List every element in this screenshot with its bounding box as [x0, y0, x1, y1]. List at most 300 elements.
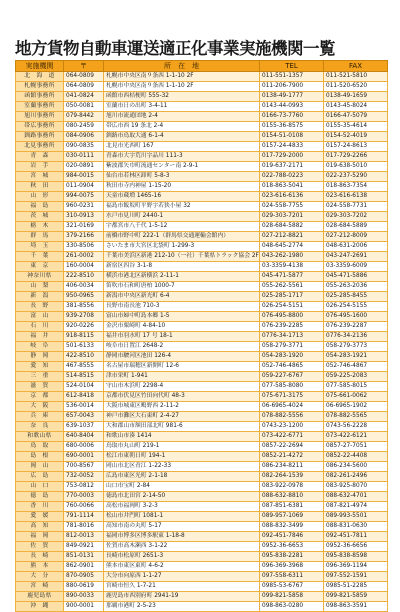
address: 笛吹市石和町唐柏 1000-7 [104, 282, 260, 292]
table-row [16, 492, 388, 502]
address: 金沢市粟崎町 4-84-10 [104, 322, 260, 332]
fax-number: 077-585-8015 [324, 382, 388, 392]
tel-number: 088-832-3499 [260, 522, 324, 532]
fax-number: 076-239-2287 [324, 322, 388, 332]
address: 大分市向原西 1-1-27 [104, 572, 260, 582]
address: 福島市飯坂町平野字若狭小屋 32 [104, 202, 260, 212]
table-row [16, 192, 388, 202]
fax-number: 059-225-2083 [324, 372, 388, 382]
fax-number: 0852-22-4408 [324, 452, 388, 462]
agency-name: 宮 城 [16, 172, 64, 182]
table-row [16, 102, 388, 112]
agency-name: 千 葉 [16, 252, 64, 262]
tel-number: 087-851-6381 [260, 502, 324, 512]
address: 岐阜市日置江 2648-2 [104, 342, 260, 352]
fax-number: 045-471-5886 [324, 272, 388, 282]
fax-number: 017-729-2266 [324, 152, 388, 162]
postal-code: 079-8442 [64, 112, 104, 122]
address: 神戸市灘区大石東町 2-4-27 [104, 412, 260, 422]
address: 松江市東朝日町 194-1 [104, 452, 260, 462]
agency-name: 岩 手 [16, 162, 64, 172]
address: 天童市蔵増 1465-16 [104, 192, 260, 202]
table-row [16, 432, 388, 442]
agency-name: 岡 山 [16, 462, 64, 472]
postal-code: 690-0001 [64, 452, 104, 462]
fax-number: 03-3359-6009 [324, 262, 388, 272]
postal-code: 862-0901 [64, 562, 104, 572]
tel-number: 03-3359-4138 [260, 262, 324, 272]
agency-name: 石 川 [16, 322, 64, 332]
fax-number: 029-303-7202 [324, 212, 388, 222]
agency-name: 長 崎 [16, 552, 64, 562]
fax-number: 082-261-2496 [324, 472, 388, 482]
agency-name: 香 川 [16, 502, 64, 512]
address: 室蘭市日の出町 3-4-11 [104, 102, 260, 112]
tel-number: 096-369-3968 [260, 562, 324, 572]
tel-number: 011-206-7900 [260, 82, 324, 92]
agency-name: 山 梨 [16, 282, 64, 292]
fax-number: 024-558-7731 [324, 202, 388, 212]
tel-number: 023-616-6136 [260, 192, 324, 202]
table-row [16, 112, 388, 122]
postal-code: 422-8510 [64, 352, 104, 362]
address: 千葉市美浜区新港 212-10（一社）千葉県トラック協会 2F [104, 252, 260, 262]
postal-code: 939-2708 [64, 312, 104, 322]
table-row [16, 212, 388, 222]
table-row [16, 552, 388, 562]
fax-number: 018-863-7354 [324, 182, 388, 192]
agency-name: 帯広事務所 [16, 122, 64, 132]
fax-number: 019-638-5010 [324, 162, 388, 172]
agency-name: 静 岡 [16, 352, 64, 362]
postal-code: 310-0913 [64, 212, 104, 222]
postal-code: 639-1037 [64, 422, 104, 432]
agency-name: 栃 木 [16, 222, 64, 232]
table-row [16, 412, 388, 422]
agency-name: 長 野 [16, 302, 64, 312]
tel-number: 052-746-4865 [260, 362, 324, 372]
tel-number: 0166-73-7760 [260, 112, 324, 122]
agency-name: 群 馬 [16, 232, 64, 242]
table-row [16, 202, 388, 212]
table-row [16, 472, 388, 482]
table-row [16, 222, 388, 232]
address: 新宿区四谷 3-1-8 [104, 262, 260, 272]
tel-number: 0985-53-6767 [260, 582, 324, 592]
tel-number: 075-671-3175 [260, 392, 324, 402]
address: 青森市大字荒川字品川 111-3 [104, 152, 260, 162]
tel-number: 083-922-0978 [260, 482, 324, 492]
table-row [16, 532, 388, 542]
table-row [16, 262, 388, 272]
address: 北見市光西町 167 [104, 142, 260, 152]
postal-code: 890-0033 [64, 592, 104, 602]
postal-code: 900-0001 [64, 602, 104, 612]
tel-number: 028-684-5882 [260, 222, 324, 232]
tel-number: 099-821-5858 [260, 592, 324, 602]
fax-number: 083-925-8070 [324, 482, 388, 492]
agency-name: 大 分 [16, 572, 64, 582]
address: 札幌市中央区南９条西 1-1-10 2F [104, 72, 260, 82]
fax-number: 0985-51-2285 [324, 582, 388, 592]
fax-number: 06-6965-1902 [324, 402, 388, 412]
agency-name: 鳥 取 [16, 442, 64, 452]
table-row [16, 282, 388, 292]
page-title: 地方貨物自動車運送適正化事業実施機関一覧 [15, 39, 335, 58]
table-row [16, 92, 388, 102]
tel-number: 0155-36-8575 [260, 122, 324, 132]
postal-code: 080-2459 [64, 122, 104, 132]
address: さいたま市大宮区北袋町 1-299-3 [104, 242, 260, 252]
tel-number: 043-262-1980 [260, 252, 324, 262]
table-body [16, 72, 388, 612]
address: 福井市羽水町 17 号 18-1 [104, 332, 260, 342]
agency-name: 広 島 [16, 472, 64, 482]
agency-name: 奈 良 [16, 422, 64, 432]
address: 佐賀市高木瀬西 3-1-22 [104, 542, 260, 552]
table-row [16, 542, 388, 552]
agency-name: 滋 賀 [16, 382, 64, 392]
fax-number: 076-495-1600 [324, 312, 388, 322]
address: 広島市東区光町 2-1-18 [104, 472, 260, 482]
postal-code: 770-0003 [64, 492, 104, 502]
tel-number: 0952-36-6653 [260, 542, 324, 552]
agency-name: 福 岡 [16, 532, 64, 542]
address: 鹿児島市西別府町 2941-19 [104, 592, 260, 602]
tel-number: 0143-44-0993 [260, 102, 324, 112]
postal-code: 524-0104 [64, 382, 104, 392]
agency-name: 神奈川県 [16, 272, 64, 282]
address: 新潟市中央区新光町 6-4 [104, 292, 260, 302]
fax-number: 073-422-6121 [324, 432, 388, 442]
table-row [16, 252, 388, 262]
postal-code: 984-0015 [64, 172, 104, 182]
tel-number: 082-264-1539 [260, 472, 324, 482]
postal-code: 030-0111 [64, 152, 104, 162]
address: 静岡市駿河区池田 126-4 [104, 352, 260, 362]
agency-name: 京 都 [16, 392, 64, 402]
postal-code: 918-8115 [64, 332, 104, 342]
agency-name: 埼 玉 [16, 242, 64, 252]
table-row [16, 242, 388, 252]
header-address: 所 在 地 [104, 61, 260, 72]
postal-code: 920-0226 [64, 322, 104, 332]
address: 福岡市博多区博多駅東 1-18-8 [104, 532, 260, 542]
tel-number: 098-863-0280 [260, 602, 324, 612]
tel-number: 097-558-6311 [260, 572, 324, 582]
address: 宮崎市恒久 1-7-21 [104, 582, 260, 592]
agency-name: 宮 崎 [16, 582, 64, 592]
postal-code: 321-0169 [64, 222, 104, 232]
table-row [16, 402, 388, 412]
fax-number: 075-661-0062 [324, 392, 388, 402]
address: 富山市婦中町島本郷 1-5 [104, 312, 260, 322]
agency-name: 佐 賀 [16, 542, 64, 552]
agency-name: 三 重 [16, 372, 64, 382]
tel-number: 017-729-2000 [260, 152, 324, 162]
fax-number: 099-821-5859 [324, 592, 388, 602]
address: 高松市福岡町 3-2-3 [104, 502, 260, 512]
address: 熊本市東区東町 4-6-2 [104, 562, 260, 572]
fax-number: 0776-34-2136 [324, 332, 388, 342]
tel-number: 092-451-7846 [260, 532, 324, 542]
postal-code: 950-0965 [64, 292, 104, 302]
fax-number: 026-254-5155 [324, 302, 388, 312]
fax-number: 0143-45-8024 [324, 102, 388, 112]
agency-name: 熊 本 [16, 562, 64, 572]
address: 鳥取市丸山町 219-1 [104, 442, 260, 452]
tel-number: 019-637-2171 [260, 162, 324, 172]
tel-number: 078-882-5556 [260, 412, 324, 422]
fax-number: 0157-24-8613 [324, 142, 388, 152]
fax-number: 011-520-6520 [324, 82, 388, 92]
postal-code: 160-0004 [64, 262, 104, 272]
postal-code: 753-0812 [64, 482, 104, 492]
address: 守山市木浜町 2298-4 [104, 382, 260, 392]
table-row [16, 272, 388, 282]
postal-code: 406-0034 [64, 282, 104, 292]
tel-number: 073-422-6771 [260, 432, 324, 442]
agency-name: 山 口 [16, 482, 64, 492]
postal-code: 011-0904 [64, 182, 104, 192]
table-row [16, 392, 388, 402]
agency-name: 釧路事務所 [16, 132, 64, 142]
agency-name: 北見事務所 [16, 142, 64, 152]
tel-number: 055-262-5561 [260, 282, 324, 292]
table-row [16, 182, 388, 192]
postal-code: 994-0075 [64, 192, 104, 202]
address: 宇都宮市八千代 1-5-12 [104, 222, 260, 232]
tel-number: 0852-21-4272 [260, 452, 324, 462]
address: 前橋市野中町 222-1（群馬県交通運輸会館内） [104, 232, 260, 242]
fax-number: 023-616-6138 [324, 192, 388, 202]
address: 水戸市見川町 2440-1 [104, 212, 260, 222]
postal-code: 501-6133 [64, 342, 104, 352]
postal-code: 880-0619 [64, 582, 104, 592]
address: 帯広市西 19 条北 2-4 [104, 122, 260, 132]
agency-name: 福 井 [16, 332, 64, 342]
agency-name: 富 山 [16, 312, 64, 322]
tel-number: 048-645-2774 [260, 242, 324, 252]
tel-number: 095-838-2281 [260, 552, 324, 562]
agency-name: 愛 知 [16, 362, 64, 372]
fax-number: 0166-47-5079 [324, 112, 388, 122]
fax-number: 025-285-8455 [324, 292, 388, 302]
fax-number: 087-821-4974 [324, 502, 388, 512]
agency-name: 函館事務所 [16, 92, 64, 102]
address: 横浜市港北区新横浜 2-11-1 [104, 272, 260, 282]
postal-code: 849-0921 [64, 542, 104, 552]
tel-number: 076-239-2285 [260, 322, 324, 332]
agency-name: 室蘭事務所 [16, 102, 64, 112]
fax-number: 088-632-4701 [324, 492, 388, 502]
address: 松山市井門町 1081-1 [104, 512, 260, 522]
table-row [16, 562, 388, 572]
address: 仙台市若林区卸町 5-8-3 [104, 172, 260, 182]
agency-name: 鹿児島県 [16, 592, 64, 602]
table-row [16, 142, 388, 152]
table-row [16, 482, 388, 492]
agency-name: 和歌山県 [16, 432, 64, 442]
address: 徳島市北田宮 2-14-50 [104, 492, 260, 502]
postal-code: 812-0013 [64, 532, 104, 542]
address: 京都市伏見区竹田向代町 48-3 [104, 392, 260, 402]
postal-code: 657-0043 [64, 412, 104, 422]
table-row [16, 602, 388, 612]
table-header [16, 61, 388, 72]
tel-number: 029-303-7201 [260, 212, 324, 222]
postal-code: 640-8404 [64, 432, 104, 442]
address: 長野市南長池 710-3 [104, 302, 260, 312]
tel-number: 011-551-1357 [260, 72, 324, 82]
fax-number: 089-993-5501 [324, 512, 388, 522]
address: 那覇市港町 2-5-23 [104, 602, 260, 612]
agency-name: 福 島 [16, 202, 64, 212]
address: 和歌山市湊 1414 [104, 432, 260, 442]
fax-number: 022-237-5290 [324, 172, 388, 182]
postal-code: 960-0231 [64, 202, 104, 212]
fax-number: 028-684-5889 [324, 222, 388, 232]
tel-number: 054-283-1920 [260, 352, 324, 362]
address: 大阪市城東区鴫野西 2-11-2 [104, 402, 260, 412]
postal-code: 870-0905 [64, 572, 104, 582]
agency-name: 愛 媛 [16, 512, 64, 522]
table-row [16, 352, 388, 362]
tel-number: 059-227-6767 [260, 372, 324, 382]
agency-name: 秋 田 [16, 182, 64, 192]
table-row [16, 232, 388, 242]
table-row [16, 82, 388, 92]
tel-number: 0138-49-1777 [260, 92, 324, 102]
agency-name: 島 根 [16, 452, 64, 462]
fax-number: 052-746-4867 [324, 362, 388, 372]
agency-name: 兵 庫 [16, 412, 64, 422]
postal-code: 050-0081 [64, 102, 104, 112]
address: 高知市南の丸町 5-17 [104, 522, 260, 532]
fax-number: 078-882-5565 [324, 412, 388, 422]
table-row [16, 572, 388, 582]
table-row [16, 422, 388, 432]
fax-number: 0155-35-4614 [324, 122, 388, 132]
postal-code: 760-0066 [64, 502, 104, 512]
table-row [16, 72, 388, 82]
agency-name: 徳 島 [16, 492, 64, 502]
agency-name: 山 形 [16, 192, 64, 202]
tel-number: 089-957-1069 [260, 512, 324, 522]
address: 山口市宝町 2-84 [104, 482, 260, 492]
table-row [16, 122, 388, 132]
agency-name: 茨 城 [16, 212, 64, 222]
postal-code: 467-8555 [64, 362, 104, 372]
table-row [16, 322, 388, 332]
address: 旭川市流通団地 2-4 [104, 112, 260, 122]
tel-number: 0776-34-1713 [260, 332, 324, 342]
postal-code: 514-8515 [64, 372, 104, 382]
address: 釧路市鳥取大通 6-1-4 [104, 132, 260, 142]
postal-code: 084-0906 [64, 132, 104, 142]
address: 函館市西桔梗町 555-32 [104, 92, 260, 102]
postal-code: 851-0131 [64, 552, 104, 562]
postal-code: 680-0006 [64, 442, 104, 452]
table-row [16, 582, 388, 592]
tel-number: 027-212-8821 [260, 232, 324, 242]
fax-number: 096-369-1194 [324, 562, 388, 572]
tel-number: 077-585-8080 [260, 382, 324, 392]
agency-name: 沖 縄 [16, 602, 64, 612]
postal-code: 536-0014 [64, 402, 104, 412]
tel-number: 024-558-7755 [260, 202, 324, 212]
agency-name: 岐 阜 [16, 342, 64, 352]
table-row [16, 332, 388, 342]
address: 岡山市北区青江 1-22-33 [104, 462, 260, 472]
tel-number: 022-788-0223 [260, 172, 324, 182]
tel-number: 025-285-1717 [260, 292, 324, 302]
table-row [16, 162, 388, 172]
agency-name: 札幌事務所 [16, 82, 64, 92]
postal-code: 732-0052 [64, 472, 104, 482]
header-tel: TEL [260, 61, 324, 72]
table-row [16, 382, 388, 392]
table-row [16, 342, 388, 352]
fax-number: 0154-52-4019 [324, 132, 388, 142]
tel-number: 0157-24-4833 [260, 142, 324, 152]
header-agency: 実施機関 [16, 61, 64, 72]
postal-code: 222-8510 [64, 272, 104, 282]
postal-code: 700-8567 [64, 462, 104, 472]
table-row [16, 292, 388, 302]
table-row [16, 152, 388, 162]
postal-code: 330-8506 [64, 242, 104, 252]
table-row [16, 502, 388, 512]
fax-number: 054-283-1921 [324, 352, 388, 362]
agency-name: 大 阪 [16, 402, 64, 412]
tel-number: 026-254-5151 [260, 302, 324, 312]
postal-code: 381-8556 [64, 302, 104, 312]
postal-code: 064-0809 [64, 72, 104, 82]
table-row [16, 442, 388, 452]
table-row [16, 462, 388, 472]
tel-number: 088-632-8810 [260, 492, 324, 502]
address: 大和郡山市額田部北町 981-6 [104, 422, 260, 432]
agency-name: 旭川事務所 [16, 112, 64, 122]
fax-number: 092-451-7811 [324, 532, 388, 542]
agency-name: 高 知 [16, 522, 64, 532]
postal-code: 612-8418 [64, 392, 104, 402]
table-row [16, 372, 388, 382]
agency-table [15, 60, 388, 612]
table-row [16, 172, 388, 182]
postal-code: 261-0002 [64, 252, 104, 262]
agency-name: 青 森 [16, 152, 64, 162]
fax-number: 055-263-2036 [324, 282, 388, 292]
fax-number: 058-279-3773 [324, 342, 388, 352]
fax-number: 098-863-3591 [324, 602, 388, 612]
fax-number: 097-552-1591 [324, 572, 388, 582]
fax-number: 086-234-5600 [324, 462, 388, 472]
address: 秋田市寺内神屋 1-15-20 [104, 182, 260, 192]
table-row [16, 592, 388, 602]
tel-number: 058-279-3771 [260, 342, 324, 352]
postal-code: 090-0835 [64, 142, 104, 152]
agency-name: 東 京 [16, 262, 64, 272]
address: 名古屋市瑞穂区新開町 12-6 [104, 362, 260, 372]
address: 紫波郡矢巾町流通センター南 2-9-1 [104, 162, 260, 172]
fax-number: 0138-49-1659 [324, 92, 388, 102]
header-postal-code: 〒 [64, 61, 104, 72]
postal-code: 781-8016 [64, 522, 104, 532]
tel-number: 018-863-5041 [260, 182, 324, 192]
agency-name: 北 海 道 [16, 72, 64, 82]
